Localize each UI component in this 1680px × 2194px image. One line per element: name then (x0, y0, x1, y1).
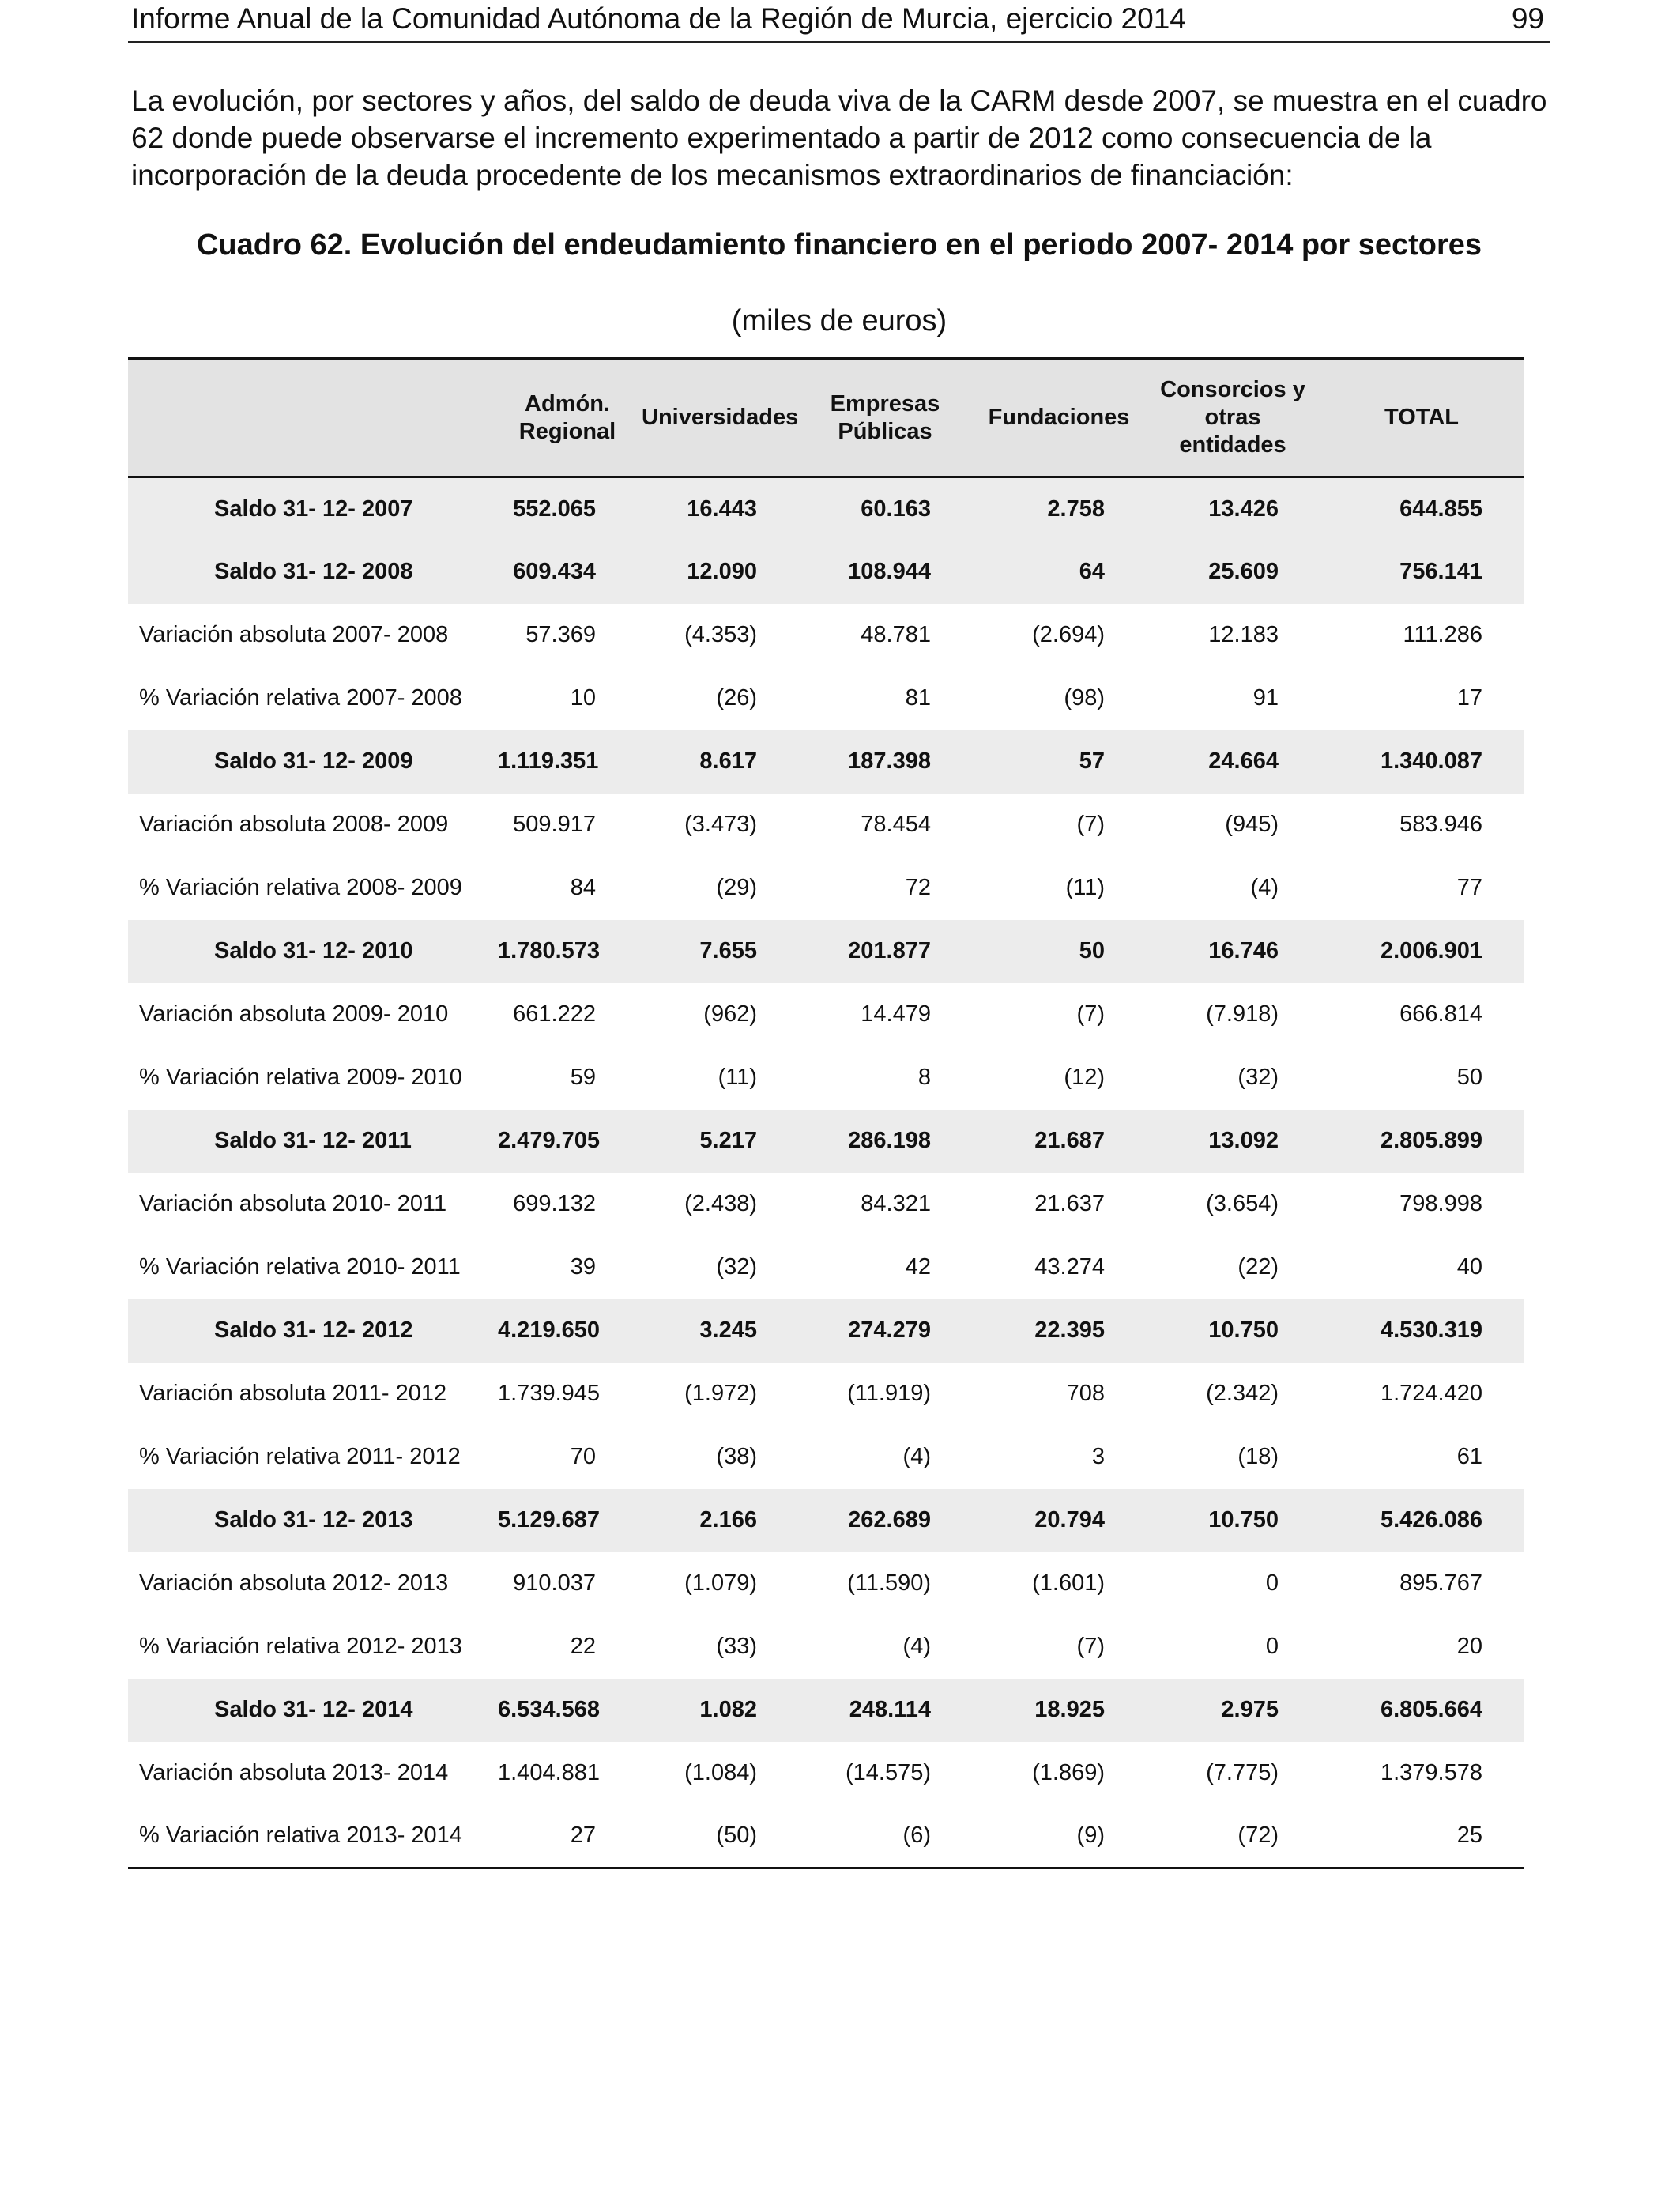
row-label: Saldo 31- 12- 2010 (214, 938, 413, 963)
table-cell: 274.279 (848, 1318, 931, 1343)
table-cell: (3.473) (684, 812, 757, 837)
table-cell: (11) (1065, 875, 1105, 900)
row-label: % Variación relativa 2010- 2011 (139, 1254, 461, 1280)
table-cell: 4.219.650 (498, 1318, 601, 1343)
row-label: Variación absoluta 2010- 2011 (139, 1191, 447, 1216)
debt-table-container (128, 357, 1524, 1869)
table-cell: 72 (905, 875, 931, 900)
table-cell: 81 (905, 685, 931, 711)
intro-paragraph: La evolución, por sectores y años, del saldo de deuda viva de la CARM desde 2007, se muestra en el cuadro 62 donde puede observarse el incremento experimentado a partir de 2012 como consecuencia de la incorporación de la deuda procedente de los mecanismos extraordinarios de financiación: (131, 85, 1547, 191)
table-cell: 50 (1079, 938, 1105, 963)
row-label: Saldo 31- 12- 2007 (214, 496, 413, 522)
table-row-abs (128, 1742, 1524, 1805)
table-cell: (2.694) (1032, 622, 1105, 647)
table-cell: 24.664 (1208, 748, 1279, 774)
table-cell: (7.918) (1206, 1001, 1279, 1027)
table-row-pct (128, 1046, 1524, 1110)
page-header (128, 0, 1550, 43)
table-cell: 1.739.945 (498, 1381, 601, 1406)
table-cell: (1.079) (684, 1570, 757, 1596)
table-cell: 10 (570, 685, 596, 711)
table-cell: 48.781 (861, 622, 931, 647)
table-cell: (32) (716, 1254, 757, 1280)
table-cell: (4.353) (684, 622, 757, 647)
table-cell: 77 (1456, 875, 1482, 900)
table-cell: (1.084) (684, 1760, 757, 1785)
header-row (128, 359, 1524, 477)
table-cell: (945) (1225, 812, 1279, 837)
table-cell: 2.758 (1047, 496, 1105, 522)
table-cell: 552.065 (513, 496, 596, 522)
table-row-abs (128, 794, 1524, 857)
table-row-saldo (128, 477, 1524, 541)
table-cell: 2.805.899 (1380, 1128, 1482, 1153)
table-cell: 0 (1265, 1634, 1279, 1659)
table-cell: 1.404.881 (498, 1760, 601, 1785)
table-cell: 1.379.578 (1380, 1760, 1482, 1785)
table-cell: (72) (1237, 1823, 1279, 1849)
table-cell: 895.767 (1399, 1570, 1482, 1596)
table-cell: 609.434 (513, 559, 596, 584)
table-cell: 84 (570, 875, 596, 900)
table-cell: (14.575) (845, 1760, 931, 1785)
table-cell: 5.129.687 (498, 1507, 601, 1532)
row-label: % Variación relativa 2009- 2010 (139, 1065, 462, 1090)
row-label: Saldo 31- 12- 2012 (214, 1318, 413, 1343)
column-header: Universidades (637, 359, 798, 477)
table-row-abs (128, 604, 1524, 667)
table-cell: 5.426.086 (1380, 1507, 1482, 1532)
row-label: Variación absoluta 2008- 2009 (139, 812, 449, 837)
table-cell: 22.395 (1034, 1318, 1105, 1343)
table-cell: 10.750 (1208, 1318, 1279, 1343)
table-cell: 60.163 (861, 496, 931, 522)
table-cell: 798.998 (1399, 1191, 1482, 1216)
table-cell: 661.222 (513, 1001, 596, 1027)
table-cell: 13.426 (1208, 496, 1279, 522)
row-label: Saldo 31- 12- 2013 (214, 1507, 413, 1532)
table-cell: 1.082 (699, 1697, 757, 1722)
table-cell: 248.114 (849, 1697, 931, 1722)
table-cell: (4) (1250, 875, 1279, 900)
table-cell: 509.917 (513, 812, 596, 837)
table-cell: 108.944 (848, 559, 931, 584)
table-cell: 70 (570, 1444, 596, 1469)
table-cell: 8 (917, 1065, 931, 1090)
table-cell: 6.805.664 (1380, 1697, 1482, 1722)
table-cell: 708 (1066, 1381, 1105, 1406)
table-cell: 12.183 (1208, 622, 1279, 647)
report-title: Informe Anual de la Comunidad Autónoma de la Región de Murcia, ejercicio 2014 (131, 2, 1186, 35)
table-cell: (4) (902, 1634, 931, 1659)
table-cell: 43.274 (1034, 1254, 1105, 1280)
table-cell: (962) (703, 1001, 757, 1027)
row-label: % Variación relativa 2013- 2014 (139, 1823, 462, 1849)
table-row-pct (128, 1805, 1524, 1868)
table-cell: 18.925 (1034, 1697, 1105, 1722)
table-units: (miles de euros) (731, 304, 947, 337)
table-cell: 583.946 (1399, 812, 1482, 837)
table-cell: 2.479.705 (498, 1128, 601, 1153)
table-caption: Cuadro 62. Evolución del endeudamiento financiero en el periodo 2007- 2014 por sectores (196, 228, 1482, 262)
table-cell: 25 (1456, 1823, 1482, 1849)
row-label: % Variación relativa 2007- 2008 (139, 685, 462, 711)
table-cell: (32) (1237, 1065, 1279, 1090)
table-cell: 111.286 (1403, 622, 1482, 647)
table-row-saldo (128, 920, 1524, 983)
table-cell: 42 (905, 1254, 931, 1280)
table-cell: (12) (1064, 1065, 1105, 1090)
table-cell: (1.869) (1032, 1760, 1105, 1785)
table-row-pct (128, 1236, 1524, 1299)
table-cell: (3.654) (1206, 1191, 1279, 1216)
table-cell: 6.534.568 (498, 1697, 601, 1722)
table-cell: 91 (1252, 685, 1279, 711)
table-cell: 40 (1456, 1254, 1482, 1280)
table-cell: 286.198 (848, 1128, 931, 1153)
table-cell: 84.321 (861, 1191, 931, 1216)
row-label: Variación absoluta 2011- 2012 (139, 1381, 447, 1406)
table-row-saldo (128, 1489, 1524, 1552)
row-label: Saldo 31- 12- 2008 (214, 559, 413, 584)
table-cell: 666.814 (1399, 1001, 1482, 1027)
table-cell: (7) (1076, 812, 1105, 837)
table-row-abs (128, 1173, 1524, 1236)
table-cell: 57.369 (525, 622, 596, 647)
table-row-abs (128, 1552, 1524, 1615)
table-cell: (4) (902, 1444, 931, 1469)
table-cell: (98) (1064, 685, 1105, 711)
row-label: Variación absoluta 2012- 2013 (139, 1570, 449, 1596)
table-cell: (7) (1076, 1634, 1105, 1659)
table-cell: (7) (1076, 1001, 1105, 1027)
column-header-blank (128, 359, 498, 477)
table-cell: 64 (1079, 559, 1105, 584)
table-cell: (1.972) (684, 1381, 757, 1406)
table-cell: 699.132 (513, 1191, 596, 1216)
column-header: TOTAL (1320, 359, 1524, 477)
table-cell: 16.443 (687, 496, 757, 522)
table-cell: 57 (1079, 748, 1105, 774)
table-cell: 50 (1456, 1065, 1482, 1090)
table-cell: (1.601) (1032, 1570, 1105, 1596)
table-cell: 2.166 (699, 1507, 757, 1532)
table-cell: (22) (1237, 1254, 1279, 1280)
table-cell: 20 (1456, 1634, 1482, 1659)
table-row-saldo (128, 1110, 1524, 1173)
table-cell: 756.141 (1399, 559, 1482, 584)
table-cell: 22 (570, 1634, 596, 1659)
table-row-saldo (128, 1679, 1524, 1742)
table-cell: 1.780.573 (498, 938, 601, 963)
row-label: Variación absoluta 2013- 2014 (139, 1760, 449, 1785)
table-cell: (18) (1237, 1444, 1279, 1469)
table-cell: 4.530.319 (1380, 1318, 1482, 1343)
row-label: % Variación relativa 2011- 2012 (139, 1444, 461, 1469)
table-cell: (38) (716, 1444, 757, 1469)
table-cell: 27 (570, 1823, 596, 1849)
table-cell: 1.340.087 (1380, 748, 1482, 774)
table-row-pct (128, 667, 1524, 730)
table-body (128, 477, 1524, 1868)
table-cell: (29) (716, 875, 757, 900)
table-cell: (6) (902, 1823, 931, 1849)
row-label: Variación absoluta 2007- 2008 (139, 622, 449, 647)
table-cell: 187.398 (848, 748, 931, 774)
table-cell: (11.590) (847, 1570, 931, 1596)
column-header: Consorcios y otras entidades (1146, 359, 1320, 477)
table-cell: 910.037 (513, 1570, 596, 1596)
table-cell: 59 (570, 1065, 596, 1090)
table-cell: (33) (716, 1634, 757, 1659)
table-cell: (11) (718, 1065, 757, 1090)
debt-table (128, 357, 1524, 1869)
row-label: Variación absoluta 2009- 2010 (139, 1001, 449, 1027)
table-cell: 2.975 (1221, 1697, 1279, 1722)
table-cell: (9) (1076, 1823, 1105, 1849)
table-cell: 14.479 (861, 1001, 931, 1027)
table-row-pct (128, 1426, 1524, 1489)
table-cell: (26) (716, 685, 757, 711)
table-cell: 1.119.351 (498, 748, 599, 774)
table-cell: 39 (570, 1254, 596, 1280)
table-cell: 21.687 (1034, 1128, 1105, 1153)
table-cell: 0 (1265, 1570, 1279, 1596)
table-cell: 3 (1091, 1444, 1105, 1469)
table-header (128, 359, 1524, 477)
column-header: Admón. Regional (498, 359, 637, 477)
table-cell: (2.438) (684, 1191, 757, 1216)
table-cell: (2.342) (1206, 1381, 1279, 1406)
table-cell: 21.637 (1034, 1191, 1105, 1216)
table-row-abs (128, 1363, 1524, 1426)
table-cell: 13.092 (1208, 1128, 1279, 1153)
table-cell: 12.090 (687, 559, 757, 584)
table-row-pct (128, 857, 1524, 920)
table-cell: (50) (716, 1823, 757, 1849)
table-cell: 10.750 (1208, 1507, 1279, 1532)
table-cell: 61 (1456, 1444, 1482, 1469)
page-number: 99 (1511, 2, 1544, 35)
table-row-saldo (128, 730, 1524, 794)
table-cell: 1.724.420 (1380, 1381, 1482, 1406)
table-cell: 3.245 (699, 1318, 757, 1343)
table-cell: (11.919) (847, 1381, 931, 1406)
table-cell: 5.217 (699, 1128, 757, 1153)
table-cell: 201.877 (848, 938, 931, 963)
row-label: % Variación relativa 2008- 2009 (139, 875, 462, 900)
table-row-saldo (128, 1299, 1524, 1363)
table-cell: 16.746 (1208, 938, 1279, 963)
table-cell: 644.855 (1399, 496, 1482, 522)
row-label: Saldo 31- 12- 2011 (214, 1128, 412, 1153)
row-label: Saldo 31- 12- 2009 (214, 748, 413, 774)
table-row-pct (128, 1615, 1524, 1679)
table-row-saldo (128, 541, 1524, 604)
table-cell: 25.609 (1208, 559, 1279, 584)
column-header: Empresas Públicas (798, 359, 972, 477)
table-cell: 2.006.901 (1380, 938, 1482, 963)
table-row-abs (128, 983, 1524, 1046)
table-cell: 20.794 (1034, 1507, 1105, 1532)
row-label: Saldo 31- 12- 2014 (214, 1697, 413, 1722)
table-cell: 17 (1456, 685, 1482, 711)
row-label: % Variación relativa 2012- 2013 (139, 1634, 462, 1659)
table-cell: 78.454 (861, 812, 931, 837)
table-cell: 262.689 (848, 1507, 931, 1532)
column-header: Fundaciones (972, 359, 1146, 477)
table-cell: 7.655 (699, 938, 757, 963)
table-cell: (7.775) (1206, 1760, 1279, 1785)
table-cell: 8.617 (699, 748, 757, 774)
